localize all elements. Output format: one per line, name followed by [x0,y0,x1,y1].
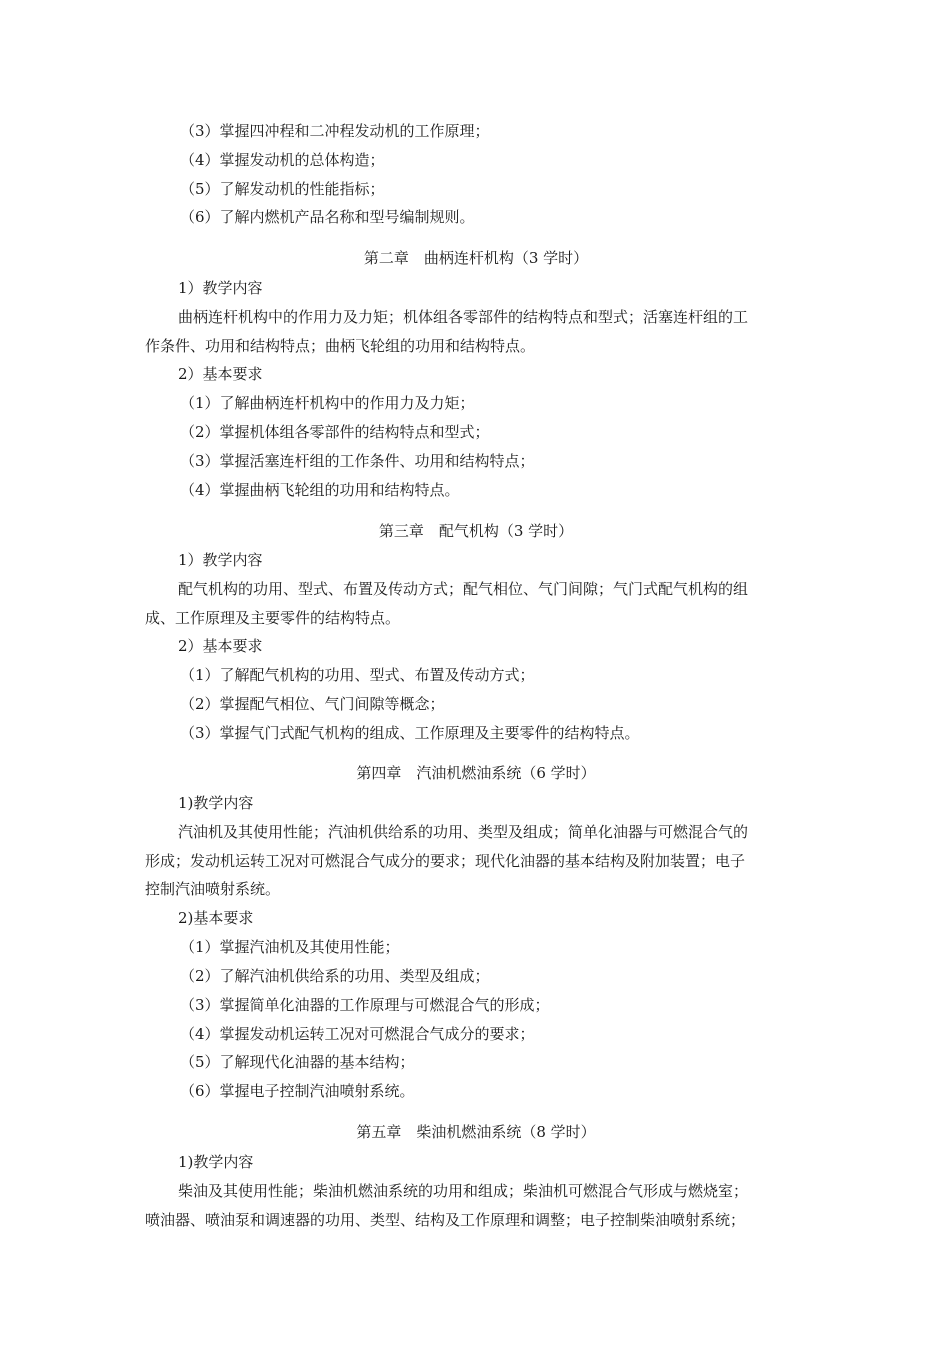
content-paragraph-line: 控制汽油喷射系统。 [145,880,281,898]
requirement-item: （2）了解汽油机供给系的功用、类型及组成； [180,967,490,985]
section-label: 1)教学内容 [178,1153,254,1171]
requirement-item: （3）掌握活塞连杆组的工作条件、功用和结构特点； [180,452,535,470]
section-label: 1）教学内容 [178,551,263,569]
requirement-item: （1）了解配气机构的功用、型式、布置及传动方式； [180,666,535,684]
chapter-heading: 第四章 汽油机燃油系统（6 学时） [356,764,596,782]
requirement-item: （4）掌握发动机的总体构造； [180,151,385,169]
section-label: 2）基本要求 [178,637,263,655]
content-paragraph-line: 喷油器、喷油泵和调速器的功用、类型、结构及工作原理和调整；电子控制柴油喷射系统； [145,1211,746,1229]
requirement-item: （3）掌握四冲程和二冲程发动机的工作原理； [180,122,490,140]
requirement-item: （4）掌握曲柄飞轮组的功用和结构特点。 [180,481,460,499]
requirement-item: （6）掌握电子控制汽油喷射系统。 [180,1082,415,1100]
requirement-item: （2）掌握配气相位、气门间隙等概念； [180,695,445,713]
requirement-item: （3）掌握简单化油器的工作原理与可燃混合气的形成； [180,996,550,1014]
content-paragraph-line: 曲柄连杆机构中的作用力及力矩；机体组各零部件的结构特点和型式；活塞连杆组的工 [178,308,749,326]
content-paragraph-line: 柴油及其使用性能；柴油机燃油系统的功用和组成；柴油机可燃混合气形成与燃烧室； [178,1182,749,1200]
requirement-item: （2）掌握机体组各零部件的结构特点和型式； [180,423,490,441]
requirement-item: （5）了解发动机的性能指标； [180,180,385,198]
section-label: 2）基本要求 [178,365,263,383]
content-paragraph-line: 汽油机及其使用性能；汽油机供给系的功用、类型及组成；简单化油器与可燃混合气的 [178,823,749,841]
requirement-item: （4）掌握发动机运转工况对可燃混合气成分的要求； [180,1025,535,1043]
requirement-item: （6）了解内燃机产品名称和型号编制规则。 [180,208,475,226]
content-paragraph-line: 成、工作原理及主要零件的结构特点。 [145,609,401,627]
chapter-heading: 第五章 柴油机燃油系统（8 学时） [356,1123,596,1141]
requirement-item: （3）掌握气门式配气机构的组成、工作原理及主要零件的结构特点。 [180,724,640,742]
section-label: 2)基本要求 [178,909,254,927]
requirement-item: （1）了解曲柄连杆机构中的作用力及力矩； [180,394,475,412]
content-paragraph-line: 形成；发动机运转工况对可燃混合气成分的要求；现代化油器的基本结构及附加装置；电子 [145,852,746,870]
chapter-heading: 第二章 曲柄连杆机构（3 学时） [363,249,589,267]
section-label: 1）教学内容 [178,279,263,297]
content-paragraph-line: 配气机构的功用、型式、布置及传动方式；配气相位、气门间隙；气门式配气机构的组 [178,580,749,598]
content-paragraph-line: 作条件、功用和结构特点；曲柄飞轮组的功用和结构特点。 [145,337,536,355]
section-label: 1)教学内容 [178,794,254,812]
requirement-item: （5）了解现代化油器的基本结构； [180,1053,415,1071]
requirement-item: （1）掌握汽油机及其使用性能； [180,938,400,956]
chapter-heading: 第三章 配气机构（3 学时） [378,522,574,540]
